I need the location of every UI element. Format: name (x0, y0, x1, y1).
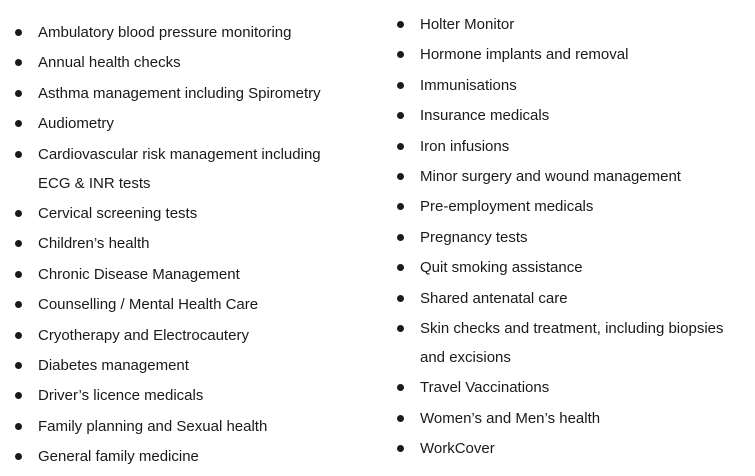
service-label: Immunisations (420, 76, 517, 94)
bullet-icon (15, 301, 22, 308)
list-item (12, 140, 338, 198)
list-item (394, 223, 750, 252)
bullet-icon (15, 423, 22, 430)
service-label: Cryotherapy and Electrocautery (38, 326, 249, 344)
list-item (12, 109, 362, 138)
service-label: Insurance medicals (420, 107, 550, 125)
list-item (12, 18, 362, 47)
bullet-icon (15, 332, 22, 339)
service-label: Hormone implants and removal (420, 46, 629, 64)
list-item (12, 290, 362, 319)
services-list-right (394, 10, 750, 464)
list-item (12, 442, 362, 471)
service-label: WorkCover (420, 440, 495, 458)
list-item (394, 253, 750, 282)
services-list-left (12, 18, 362, 472)
list-item (12, 412, 362, 441)
bullet-icon (397, 234, 404, 241)
list-item (394, 314, 740, 372)
service-label: Minor surgery and wound management (420, 167, 681, 185)
list-item (394, 192, 750, 221)
list-item (12, 79, 362, 108)
list-item (12, 351, 362, 380)
list-item (12, 229, 362, 258)
bullet-icon (15, 240, 22, 247)
list-item (394, 373, 750, 402)
list-item (394, 162, 750, 191)
list-item (394, 101, 750, 130)
bullet-icon (15, 90, 22, 97)
bullet-icon (397, 384, 404, 391)
service-label: Driver’s licence medicals (38, 387, 204, 405)
bullet-icon (397, 173, 404, 180)
bullet-icon (15, 59, 22, 66)
service-label: Cervical screening tests (38, 204, 198, 222)
service-label: Family planning and Sexual health (38, 417, 268, 435)
bullet-icon (397, 112, 404, 119)
bullet-icon (15, 271, 22, 278)
service-label: Travel Vaccinations (420, 379, 550, 397)
list-item (12, 199, 362, 228)
service-label: Cardiovascular risk management including ECG & INR tests (38, 145, 321, 192)
bullet-icon (397, 203, 404, 210)
bullet-icon (397, 21, 404, 28)
bullet-icon (397, 445, 404, 452)
service-label: Counselling / Mental Health Care (38, 296, 259, 314)
bullet-icon (15, 29, 22, 36)
list-item (12, 321, 362, 350)
service-label: Ambulatory blood pressure monitoring (38, 24, 292, 41)
list-item (394, 40, 750, 69)
list-item (12, 48, 362, 77)
service-label: Chronic Disease Management (38, 265, 240, 283)
bullet-icon (15, 453, 22, 460)
service-label: Iron infusions (420, 137, 510, 155)
service-label: Asthma management including Spirometry (38, 84, 321, 102)
service-label: Pre-employment medicals (420, 198, 594, 216)
service-label: Women’s and Men’s health (420, 409, 601, 427)
bullet-icon (397, 143, 404, 150)
service-label: Shared antenatal care (420, 289, 568, 307)
bullet-icon (397, 295, 404, 302)
list-item (394, 434, 750, 463)
bullet-icon (15, 362, 22, 369)
service-label: Quit smoking assistance (420, 259, 583, 277)
bullet-icon (397, 325, 404, 332)
bullet-icon (397, 82, 404, 89)
bullet-icon (397, 264, 404, 271)
service-label: General family medicine (38, 448, 199, 466)
bullet-icon (397, 51, 404, 58)
service-label: Pregnancy tests (420, 228, 528, 246)
bullet-icon (15, 210, 22, 217)
list-item (394, 404, 750, 433)
service-label: Diabetes management (38, 356, 189, 374)
list-item (12, 381, 362, 410)
bullet-icon (15, 392, 22, 399)
list-item (394, 284, 750, 313)
list-item (12, 260, 362, 289)
list-item (394, 10, 750, 39)
service-label: Holter Monitor (420, 16, 515, 33)
bullet-icon (397, 415, 404, 422)
bullet-icon (15, 120, 22, 127)
service-label: Annual health checks (38, 54, 181, 72)
service-label: Audiometry (38, 115, 114, 133)
service-label: Skin checks and treatment, including biopsies and excisions (420, 319, 724, 366)
list-item (394, 132, 750, 161)
list-item (394, 71, 750, 100)
bullet-icon (15, 151, 22, 158)
service-label: Children’s health (38, 235, 150, 253)
